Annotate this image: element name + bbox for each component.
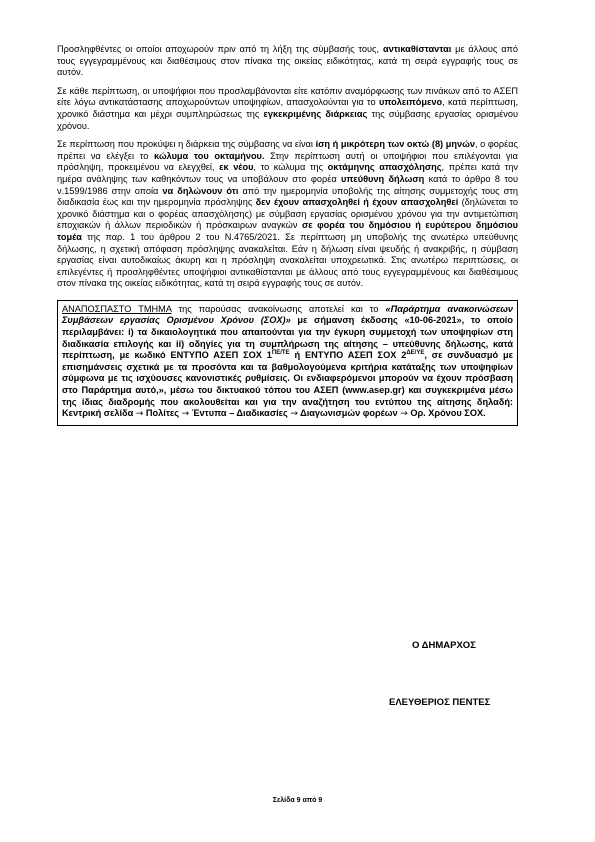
bold-text: Έντυπα – Διαδικασίες <box>189 408 291 419</box>
page-number: Σελίδα 9 από 9 <box>272 797 323 804</box>
bold-text: Διαγωνισμών φορέων <box>297 408 401 419</box>
bold-text: , σε συνδυασμό με επισημάνσεις σχετικά με τα προσόντα και τα βαθμολογούμενα κριτήρια κατάταξης των υποψηφίων σύμφωνα με τις ισχύουσες κανονιστικές ρυθμίσεις. <box>62 350 513 384</box>
bold-text: κώλυμα του οκταμήνου. <box>154 150 265 161</box>
text: της παρούσας ανακοίνωσης αποτελεί και το <box>171 303 386 314</box>
paragraph-remaining-duration <box>57 86 518 132</box>
text: Στην περίπτωση αυτή οι υποψήφιοι που επιλέγονται για πρόσληψη, προκειμένου να ελεγχθεί, <box>57 150 518 173</box>
text: (δηλώνεται το χρονικό διάστημα και ο φορέας απασχόλησης) με σύμβαση εργασίας ορισμένου χρόνου για την αντιμετώπιση εποχιακών ή άλλων περιοδικών ή πρόσκαιρων αναγκών <box>57 197 518 231</box>
bold-text: οκτάμηνης απασχόλησης <box>327 162 442 173</box>
arrow-right-icon: → <box>181 409 190 420</box>
superscript: ΔΕ/ΥΕ <box>406 350 425 357</box>
text: Σε περίπτωση που προκύψει η διάρκεια της σύμβασης να είναι <box>57 139 316 150</box>
text: , κατά περίπτωση, χρονικό διάστημα και μέχρι συμπληρώσεως της <box>57 97 518 119</box>
text: από την ημερομηνία υποβολής της αίτησης συμμετοχής τους στη διαδικασία έως και την ημερομηνία πρόσληψης <box>57 185 518 208</box>
arrow-right-icon: → <box>400 409 408 420</box>
bold-text: ίση ή μικρότερη των οκτώ (8) μηνών <box>315 139 475 150</box>
bold-text: αντικαθίστανται <box>382 44 452 54</box>
bold-text: εγκεκριμένης διάρκειας <box>263 108 368 119</box>
annex-title: «Παράρτημα ανακοινώσεων Συμβάσεων εργασίας Ορισμένου Χρόνου (ΣΟΧ)» <box>62 303 513 326</box>
bold-text: υπεύθυνη δήλωση <box>340 173 425 184</box>
bold-text: σε φορέα του δημόσιου ή ευρύτερου δημόσιου τομέα <box>57 220 518 242</box>
arrow-right-icon: → <box>290 409 298 420</box>
bold-text: Ορ. Χρόνου ΣΟΧ. <box>407 408 486 419</box>
text: της παρ. 1 του άρθρου 2 του Ν.4765/2021. Σε περίπτωση μη υποβολής της ανωτέρω υπεύθυνης δήλωσης, η σχετική απόφαση πρόσληψης ανακαλείται. Εάν η δήλωση είναι ψευδής ή ανακριβής, η σύμβαση εργασίας είναι αυτοδικαίως άκυρη και η πρόσληψη ανακαλείται υποχρεωτικά. Στις ανωτέρω περιπτώσεις, οι επιλεγέντες ή προσληφθέντες υποψήφιοι αντικαθίστανται με άλλους από τους εγγεγραμμένους και διαθέσιμους στον πίνακα της οικείας ειδικότητας, κατά τη σειρά εγγραφής τους σε αυτόν. <box>57 231 518 289</box>
text: της σύμβασης εργασίας ορισμένου χρόνου. <box>57 108 518 131</box>
text: Σε κάθε περίπτωση, οι υποψήφιοι που προσλαμβάνονται είτε κατόπιν αναμόρφωσης των πινάκων από το ΑΣΕΠ είτε λόγω αντικατάστασης αποχωρούντων υποψηφίων, απασχολούνται για το <box>57 85 518 108</box>
text: Προσληφθέντες οι οποίοι αποχωρούν πριν από τη λήξη της σύμβασής τους, <box>57 44 383 54</box>
bold-text: Οι ενδιαφερόμενοι μπορούν να έχουν πρόσβαση στο Παράρτημα αυτό,», μέσω του δικτυακού τόπου του ΑΣΕΠ (www.asep.gr) και συγκεκριμένα μέσω της ίδιας διαδρομής που ακολουθείται και για την αναζήτηση του εντύπου της αίτησης δηλαδή: Κεντρική σελίδα <box>62 373 513 419</box>
paragraph-replacement <box>57 44 518 79</box>
text: κατά το άρθρο 8 του ν.1599/1986 στην οποία <box>57 173 518 196</box>
text: , το κώλυμα της <box>253 162 328 173</box>
bold-text: υπολειπόμενο <box>379 97 443 108</box>
text: , πρέπει κατά την ημέρα ανάληψης των καθηκόντων τους να υποβάλουν στο φορέα <box>57 162 518 184</box>
superscript: ΠΕ/ΤΕ <box>271 350 290 357</box>
bold-text: να δηλώνουν ότι <box>162 185 239 196</box>
text: , ο φορέας πρέπει να ελέγξει το <box>57 139 518 161</box>
bold-text: με σήμανση έκδοσης «10-06-2021», το οποίο περιλαμβάνει: i) τα δικαιολογητικά που απαιτούνται για την έγκυρη συμμετοχή των υποψηφίων στη διαδικασία επιλογής και ii) οδηγίες για τη συμπλήρωση της αίτησης – υπεύθυνης δήλωσης, κατά περίπτωση, με κωδικό ΕΝΤΥΠΟ ΑΣΕΠ ΣΟΧ 1 <box>62 315 513 361</box>
bold-text: δεν έχουν απασχοληθεί ή έχουν απασχοληθεί <box>255 197 459 208</box>
bold-text: ή ΕΝΤΥΠΟ ΑΣΕΠ ΣΟΧ 2 <box>289 350 407 361</box>
bold-text: εκ νέου <box>219 162 254 173</box>
signatory-name: ΕΛΕΥΘΕΡΙΟΣ ΠΕΝΤΕΣ <box>389 697 491 708</box>
annex-notice-text <box>62 304 513 421</box>
arrow-right-icon: → <box>135 409 144 420</box>
document-body <box>57 44 518 426</box>
paragraph-eight-month-restriction <box>57 139 518 290</box>
underlined-heading: ΑΝΑΠΟΣΠΑΣΤΟ ΤΜΗΜΑ <box>62 303 172 314</box>
bold-text: Πολίτες <box>143 408 182 419</box>
text: με άλλους από τους εγγεγραμμένους και διαθέσιμους στον πίνακα της οικείας ειδικότητας, κατά τη σειρά εγγραφής τους σε αυτόν. <box>57 44 518 78</box>
signatory-title: Ο ΔΗΜΑΡΧΟΣ <box>412 640 476 651</box>
annex-notice-box <box>57 300 518 426</box>
